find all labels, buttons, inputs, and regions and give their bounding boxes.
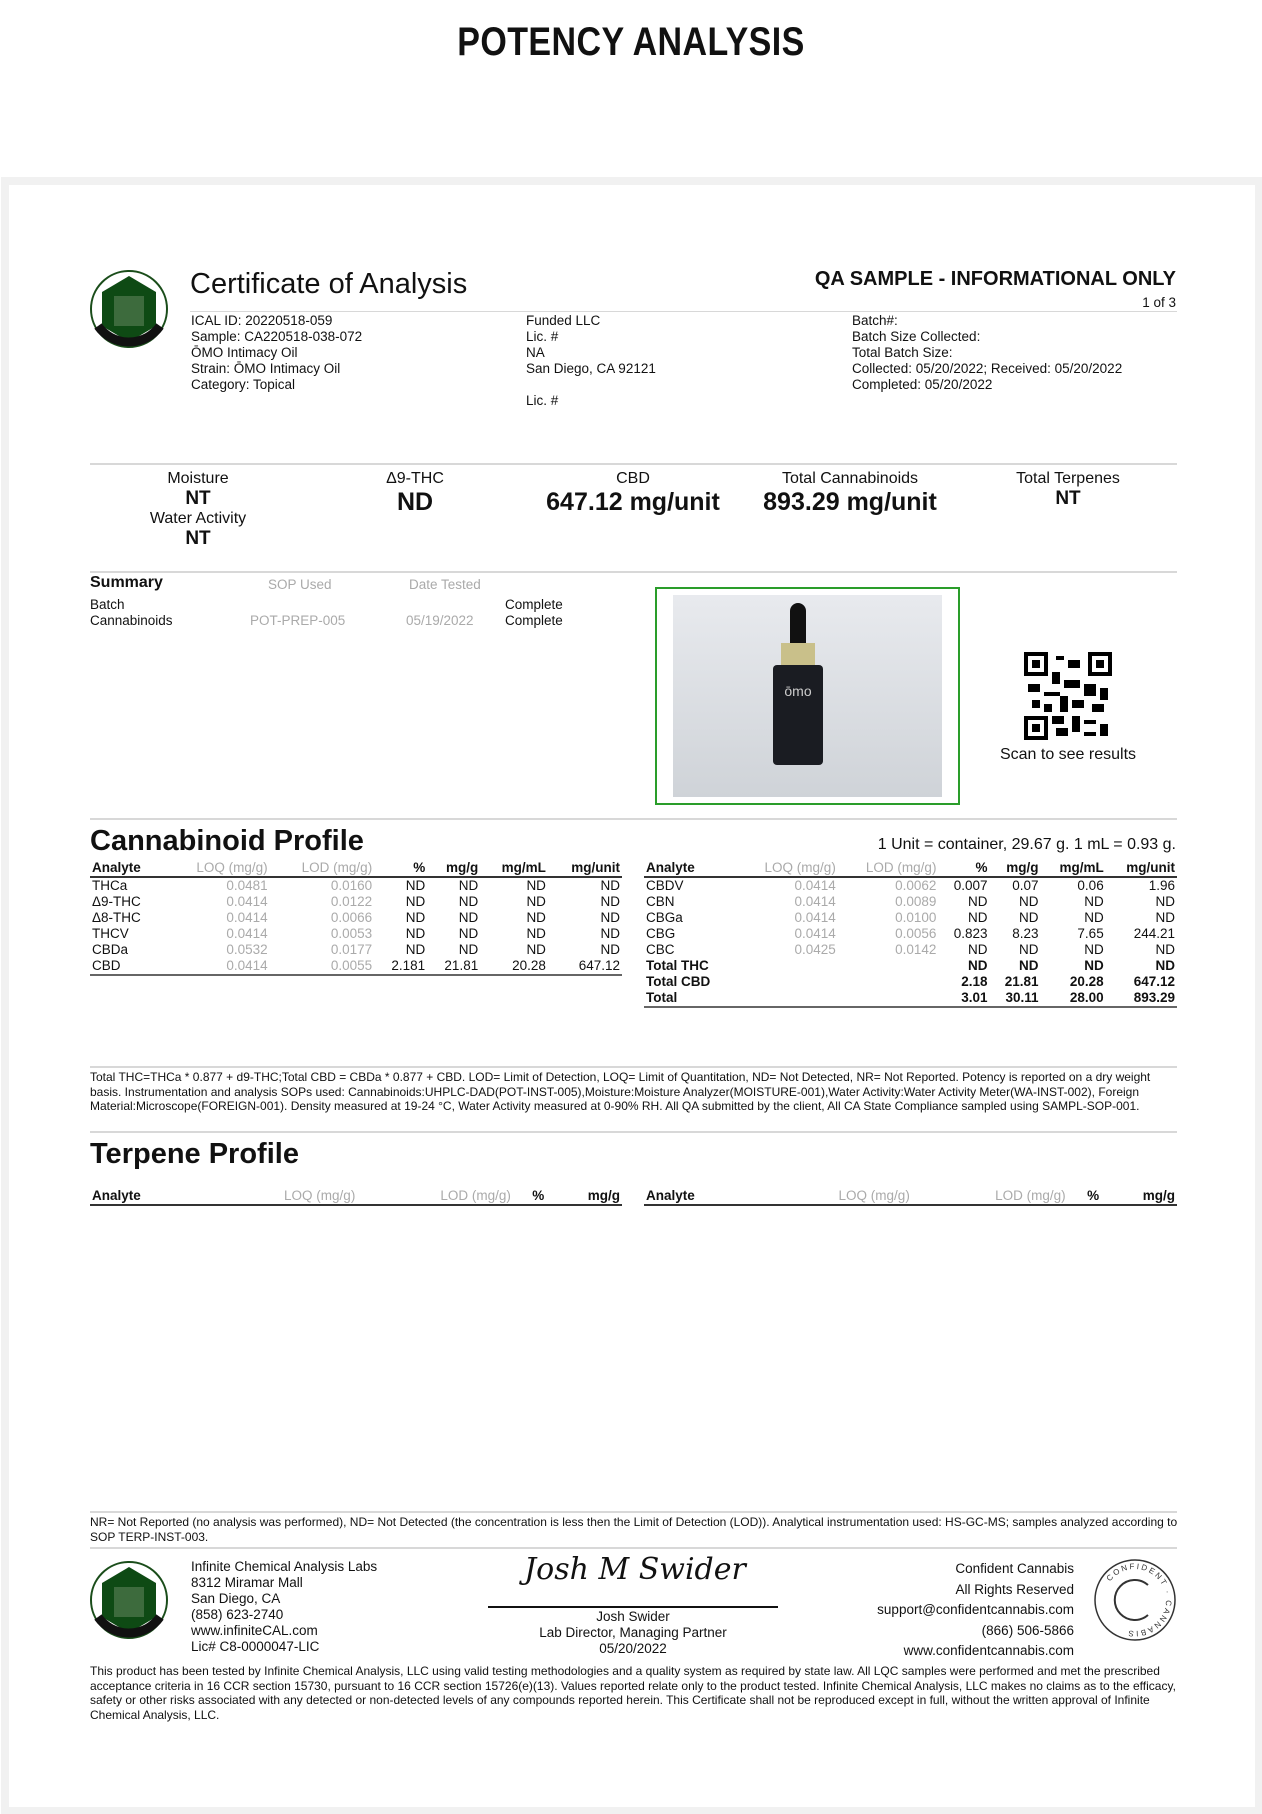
thc-stat: Δ9-THC ND [386,470,444,516]
qr-code[interactable] [1024,652,1112,740]
cannabinoid-cell: 0.0414 [794,878,836,893]
cannabinoid-cell: ND [1084,910,1104,925]
terpene-table-left [90,1188,622,1206]
col-header: mg/unit [1106,860,1177,877]
lab-logo [88,266,170,352]
cannabinoid-cell: ND [600,942,620,957]
col-header: Analyte [90,1188,200,1205]
cannabinoid-cell: 0.0414 [226,926,268,941]
table-row [644,974,1177,990]
page-number: 1 of 3 [1142,295,1176,310]
sample-info: ICAL ID: 20220518-059 Sample: CA220518-038-072 ŌMO Intimacy Oil Strain: ŌMO Intimacy Oil Category: Topical [191,313,363,392]
cannabinoid-cell: 20.28 [480,958,548,975]
table-header [644,860,1177,877]
cannabinoid-cell: ND [967,910,988,925]
cannabinoid-cell: 0.0414 [794,926,836,941]
table-row [90,926,622,942]
terpene-table-right [644,1188,1177,1206]
col-header: mg/g [989,860,1040,877]
cannabinoid-cell: Total THC [646,958,709,973]
cannabinoid-title: Cannabinoid Profile [90,825,364,857]
table-header [644,1188,1177,1205]
table-row [644,877,1177,894]
table-row [644,894,1177,910]
col-header: LOD (mg/g) [270,860,375,877]
summary-rows [90,597,590,629]
cannabinoid-cell: ND [405,878,426,893]
cannabinoid-cell: ND [405,926,426,941]
product-photo: ōmo [655,587,960,805]
cannabinoid-table-right [644,860,1177,1008]
cannabinoid-cell: 0.823 [953,926,988,941]
batch-info: Batch#: Batch Size Collected: Total Batch Size: Collected: 05/20/2022; Received: 05/20/2022 Completed: 05/20/2022 [852,313,1123,392]
terpene-title: Terpene Profile [90,1138,299,1170]
cannabinoid-cell: 21.81 [1004,974,1039,989]
cannabinoid-cell: ND [600,910,620,925]
summary-row: Batch Complete [90,597,563,612]
cannabinoid-cell: 2.181 [374,958,427,975]
cannabinoid-cell: 0.0089 [895,894,937,909]
cannabinoid-cell: ND [967,942,988,957]
cannabinoid-cell: 21.81 [427,958,480,975]
cannabinoid-cell: ND [600,926,620,941]
cannabinoid-cell: 0.0055 [270,958,375,975]
cbd-stat: CBD 647.12 mg/unit [546,470,720,516]
col-header: mg/g [546,1188,622,1205]
cannabinoid-cell: ND [405,894,426,909]
cannabinoid-cell: ND [1155,942,1175,957]
col-header: LOQ (mg/g) [736,860,838,877]
terpene-note: NR= Not Reported (no analysis was performed), ND= Not Detected (the concentration is less then the Limit of Detection (LOD)). Analytical instrumentation used: HS-GC-MS; samples analyzed according to SOP TERP-INST-003. [90,1515,1178,1544]
cannabinoid-cell: CBDV [646,878,684,893]
cannabinoid-cell: ND [405,910,426,925]
cannabinoid-cell: THCa [92,878,128,893]
cannabinoid-cell: 0.0414 [226,910,268,925]
cannabinoid-cell: 28.00 [1041,990,1106,1007]
cannabinoid-cell: 0.0414 [226,894,268,909]
cannabinoid-cell: 0.0414 [794,894,836,909]
col-header: Analyte [644,1188,754,1205]
cannabinoid-cell: 244.21 [1133,926,1175,941]
cannabinoid-cell: 893.29 [1106,990,1177,1007]
cannabinoid-cell: 0.0425 [794,942,836,957]
lab-address: Infinite Chemical Analysis Labs 8312 Miramar Mall San Diego, CA (858) 623-2740 www.infiniteCAL.com Lic# C8-0000047-LIC [191,1559,378,1654]
cannabinoid-cell: ND [458,894,479,909]
col-header: LOD (mg/g) [357,1188,513,1205]
cannabinoid-cell: 7.65 [1077,926,1104,941]
cannabinoid-cell: 20.28 [1069,974,1104,989]
cannabinoid-cell: 0.0122 [330,894,373,909]
cannabinoid-cell: 1.96 [1148,878,1175,893]
cannabinoid-cell: 0.06 [1077,878,1104,893]
cannabinoid-cell: CBD [90,958,164,975]
col-header: LOQ (mg/g) [200,1188,357,1205]
cannabinoid-cell: 0.07 [1012,878,1039,893]
total-cannabinoids-stat: Total Cannabinoids 893.29 mg/unit [763,470,937,516]
col-header: % [374,860,427,877]
cannabinoid-cell: ND [1019,942,1039,957]
cannabinoid-table-left [90,860,622,976]
coa-title: Certificate of Analysis [190,268,468,300]
cannabinoid-cell: CBC [646,942,675,957]
cannabinoid-cell: ND [1155,894,1175,909]
col-header: mg/g [1101,1188,1177,1205]
cannabinoid-cell: ND [458,942,479,957]
cannabinoid-cell: ND [1084,894,1104,909]
col-header: LOD (mg/g) [912,1188,1068,1205]
cannabinoid-cell [736,974,838,990]
cannabinoid-cell: ND [526,942,546,957]
cannabinoid-cell: ND [458,926,479,941]
cannabinoid-cell [736,990,838,1007]
table-row [644,926,1177,942]
table-row [90,910,622,926]
cannabinoid-cell: 0.0532 [226,942,268,957]
cannabinoid-cell: ND [526,926,546,941]
table-row [644,958,1177,974]
table-header [90,1188,622,1205]
cannabinoid-cell: 2.18 [961,974,988,989]
cannabinoid-cell: ND [600,894,620,909]
cannabinoid-cell: 0.0053 [330,926,373,941]
cannabinoid-cell: 647.12 [548,958,622,975]
summary-title: Summary [90,574,163,591]
cannabinoid-cell: CBG [646,926,676,941]
cannabinoid-cell [838,974,939,990]
cannabinoid-cell: ND [405,942,426,957]
cannabinoid-cell [838,958,939,974]
cannabinoid-cell: CBN [646,894,675,909]
cannabinoid-cell: ND [526,910,546,925]
cannabinoid-cell: Total [644,990,736,1007]
cannabinoid-cell: 30.11 [989,990,1040,1007]
disclaimer: This product has been tested by Infinite Chemical Analysis, LLC using valid testing methodologies and a quality system as required by state law. All LQC samples were performed and met the prescribed acceptance criteria in 16 CCR section 15730, pursuant to 16 CCR section 15726(e)(13). Values reported relate only to the product tested. Infinite Chemical Analysis, LLC makes no claims as to the efficacy, safety or other risks associated with any detected or non-detected levels of any compounds reported herein. This Certificate shall not be reproduced except in full, without the written approval of Infinite Chemical Analysis, LLC. [90,1664,1176,1722]
col-header: % [1068,1188,1101,1205]
confident-cannabis-logo [1092,1557,1178,1643]
table-row [90,877,622,894]
table-row [90,894,622,910]
table-row [90,958,622,975]
cannabinoid-note: Total THC=THCa * 0.877 + d9-THC;Total CBD = CBDa * 0.877 + CBD. LOD= Limit of Detection, LOQ= Limit of Quantitation, ND= Not Detected, NR= Not Reported. Potency is reported on a dry weight basis. Instrumentation and analysis SOPs used: Cannabinoids:UHPLC-DAD(POT-INST-005),Moisture:Moisture Analyzer(MOISTURE-001),Water Activity:Water Activity Meter(WA-INST-002), Foreign Material:Microscope(FOREIGN-001). Density measured at 19-24 °C, Water Activity measured at 0-90% RH. All QA submitted by the client, All CA State Compliance sampled using SAMPL-SOP-001. [90,1070,1151,1113]
cannabinoid-cell: ND [458,878,479,893]
cannabinoid-cell: ND [1019,910,1039,925]
cannabinoid-cell: ND [1155,910,1175,925]
cannabinoid-cell: 0.0100 [895,910,937,925]
cannabinoid-cell: CBGa [646,910,683,925]
total-terpenes-stat: Total Terpenes NT [1016,470,1120,509]
svg-text:CONFIDENT · CANNABIS: CONFIDENT · CANNABIS [1104,1561,1174,1639]
cc-contact: Confident Cannabis All Rights Reserved support@confidentcannabis.com (866) 506-5866 www.confidentcannabis.com [877,1561,1074,1658]
cannabinoid-cell: Total CBD [646,974,711,989]
cannabinoid-cell: Δ8-THC [92,910,141,925]
signer-block: Josh Swider Lab Director, Managing Partner 05/20/2022 [539,1609,727,1656]
qa-banner: QA SAMPLE - INFORMATIONAL ONLY [814,268,1176,290]
table-row [644,942,1177,958]
date-header: Date Tested [409,577,481,592]
table-row [644,990,1177,1007]
table-header [90,860,622,877]
summary-row: Cannabinoids POT-PREP-005 05/19/2022 Complete [90,613,563,628]
cannabinoid-cell: ND [600,878,620,893]
signature: Josh M Swider [524,1552,746,1587]
col-header: % [938,860,989,877]
sop-header: SOP Used [268,577,332,592]
cannabinoid-cell: 0.0142 [895,942,937,957]
cannabinoid-cell: Δ9-THC [92,894,141,909]
qr-caption: Scan to see results [999,746,1137,763]
cannabinoid-cell: ND [967,958,988,973]
cannabinoid-cell: ND [1084,958,1104,973]
col-header: LOQ (mg/g) [164,860,270,877]
cannabinoid-cell: 647.12 [1133,974,1175,989]
cannabinoid-cell: THCV [92,926,129,941]
cannabinoid-cell: 0.0062 [895,878,937,893]
table-row [90,942,622,958]
cannabinoid-cell: 0.0066 [330,910,373,925]
cannabinoid-cell: ND [1019,894,1039,909]
cannabinoid-cell: 0.0414 [794,910,836,925]
cannabinoid-cell: 0.0177 [330,942,373,957]
lab-logo-footer [88,1557,170,1643]
col-header: Analyte [90,860,164,877]
cannabinoid-cell [736,958,838,974]
cannabinoid-cell: ND [1084,942,1104,957]
col-header: mg/unit [548,860,622,877]
col-header: mg/g [427,860,480,877]
cannabinoid-cell: 0.007 [953,878,988,893]
cannabinoid-cell: ND [458,910,479,925]
table-row [644,910,1177,926]
unit-note: 1 Unit = container, 29.67 g. 1 mL = 0.93 g. [877,836,1176,853]
cannabinoid-cell: ND [526,894,546,909]
cannabinoid-cell: 0.0160 [330,878,373,893]
moisture-stat: Moisture NT Water Activity NT [149,470,247,549]
col-header: LOQ (mg/g) [754,1188,911,1205]
cannabinoid-cell: ND [967,894,988,909]
cannabinoid-cell: 3.01 [938,990,989,1007]
col-header: mg/mL [1041,860,1106,877]
cannabinoid-cell: 8.23 [1012,926,1039,941]
cannabinoid-cell: ND [1019,958,1039,973]
cannabinoid-cell: CBDa [92,942,129,957]
cannabinoid-cell: 0.0056 [895,926,937,941]
cannabinoid-cell: ND [1155,958,1175,973]
col-header: LOD (mg/g) [838,860,939,877]
col-header: % [513,1188,546,1205]
client-info: Funded LLC Lic. # NA San Diego, CA 92121 Lic. # [526,313,656,408]
cannabinoid-cell: 0.0414 [164,958,270,975]
col-header: Analyte [644,860,736,877]
cannabinoid-cell: 0.0481 [226,878,268,893]
col-header: mg/mL [480,860,548,877]
cannabinoid-cell: ND [526,878,546,893]
page-title: POTENCY ANALYSIS [457,20,805,64]
cannabinoid-cell [838,990,939,1007]
